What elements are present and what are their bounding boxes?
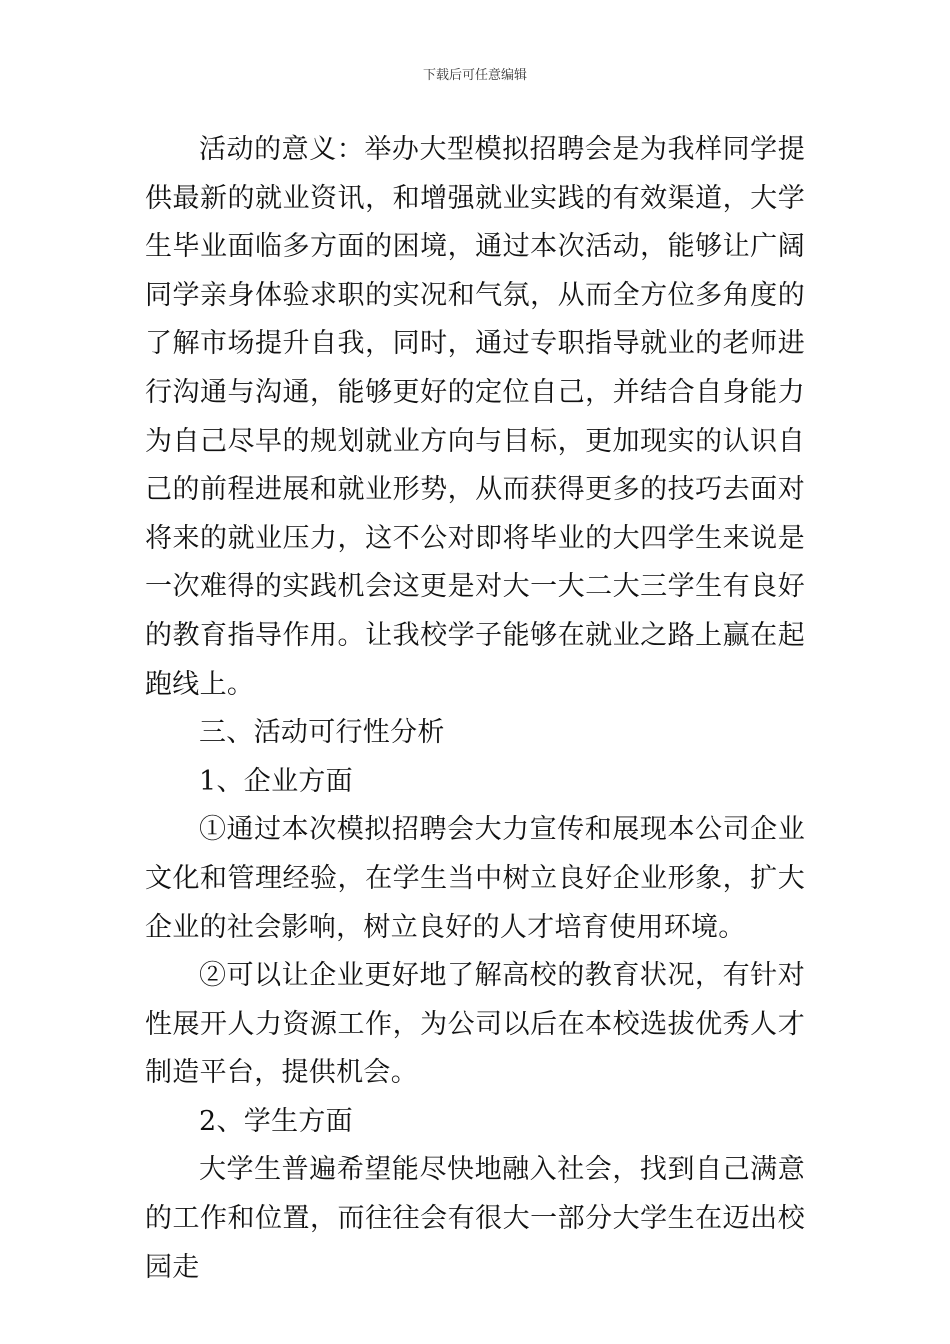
paragraph-students: 大学生普遍希望能尽快地融入社会，找到自己满意的工作和位置，而往往会有很大一部分大学生在迈出校园走: [145, 1154, 805, 1283]
paragraph-enterprise-point-2: ②可以让企业更好地了解高校的教育状况，有针对性展开人力资源工作，为公司以后在本校选拔优秀人才制造平台，提供机会。: [145, 960, 805, 1089]
paragraph-activity-significance: 活动的意义：举办大型模拟招聘会是为我样同学提供最新的就业资讯，和增强就业实践的有效渠道，大学生毕业面临多方面的困境，通过本次活动，能够让广阔同学亲身体验求职的实况和气氛，从而全方位多角度的了解市场提升自我，同时，通过专职指导就业的老师进行沟通与沟通，能够更好的定位自己，并结合自身能力为自己尽早的规划就业方向与目标，更加现实的认识自己的前程进展和就业形势，从而获得更多的技巧去面对将来的就业压力，这不公对即将毕业的大四学生来说是一次难得的实践机会这更是对大一大二大三学生有良好的教育指导作用。让我校学子能够在就业之路上赢在起跑线上。: [145, 134, 805, 700]
section-heading-feasibility: 三、活动可行性分析: [199, 717, 445, 749]
subheading-students: 2、学生方面: [199, 1105, 353, 1137]
document-body: [145, 126, 805, 1292]
page-header-note: 下载后可任意编辑: [422, 68, 527, 83]
subheading-enterprise: 1、企业方面: [199, 765, 353, 797]
paragraph-enterprise-point-1: ①通过本次模拟招聘会大力宣传和展现本公司企业文化和管理经验，在学生当中树立良好企业形象，扩大企业的社会影响，树立良好的人才培育使用环境。: [145, 814, 805, 943]
